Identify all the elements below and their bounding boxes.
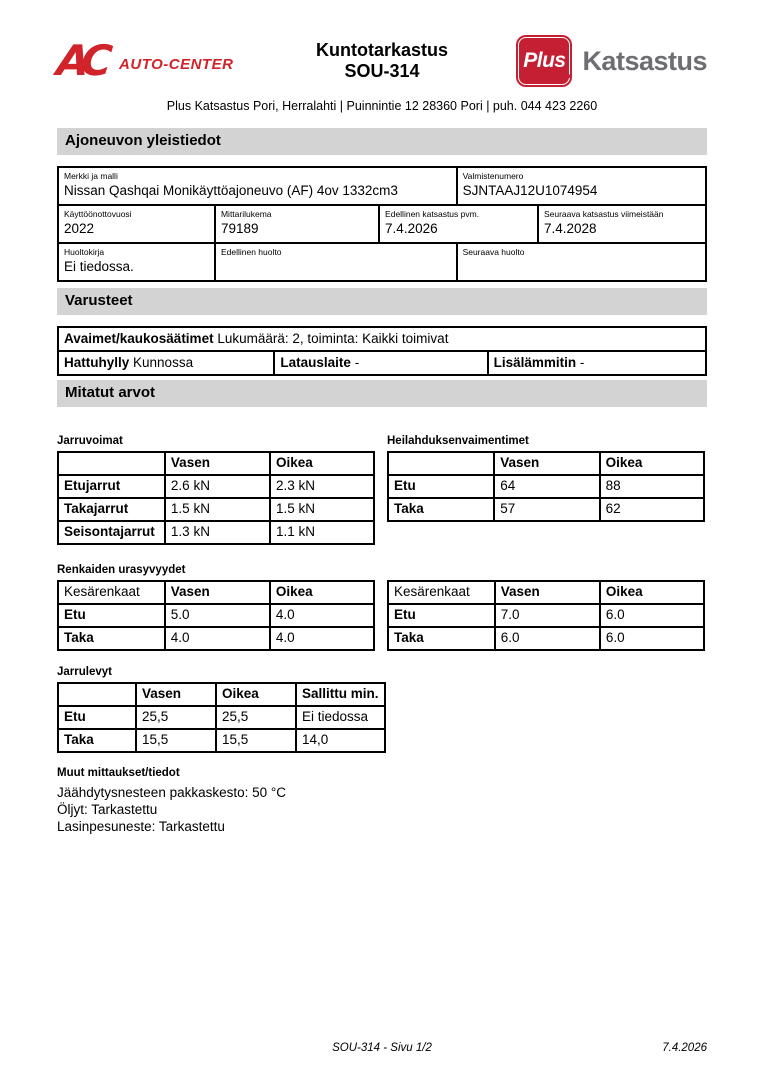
header-cell-left: Vasen	[165, 581, 270, 604]
header-cell-right: Oikea	[216, 683, 296, 706]
odometer-value: 79189	[220, 221, 259, 236]
header-cell	[58, 683, 136, 706]
row-label: Etu	[388, 475, 494, 498]
header-cell-tire-type: Kesärenkaat	[58, 581, 165, 604]
table-row	[58, 729, 385, 752]
header-cell-right: Oikea	[270, 581, 374, 604]
value-cell: 15,5	[136, 729, 216, 752]
section-header-measured-values: Mitatut arvot	[57, 380, 707, 407]
next-service-cell	[458, 244, 705, 280]
header-cell	[388, 452, 494, 475]
plus-logo-badge-icon	[516, 35, 572, 87]
keys-cell	[59, 328, 705, 350]
auto-center-logo-mark-icon: AC	[54, 36, 108, 85]
table-row	[59, 328, 705, 352]
coolant-freeze-protection-line: Jäähdytysnesteen pakkaskesto: 50 °C	[57, 785, 287, 800]
table-row	[59, 244, 705, 280]
value-cell: 15,5	[216, 729, 296, 752]
brake-forces-block	[57, 435, 375, 545]
shock-absorbers-table	[387, 451, 705, 522]
footer-page-info: SOU-314 - Sivu 1/2	[332, 1042, 432, 1054]
other-measurements-lines	[57, 784, 707, 835]
auto-center-logo-name: AUTO-CENTER	[119, 55, 234, 73]
commissioning-year-value: 2022	[64, 221, 95, 236]
value-cell: 62	[600, 498, 704, 521]
next-service-value	[463, 258, 700, 276]
table-row	[58, 627, 374, 650]
vin-value: SJNTAAJ12U1074954	[462, 183, 598, 198]
table-row	[388, 604, 704, 627]
header-cell-left: Vasen	[165, 452, 270, 475]
plus-logo-text: Plus	[523, 49, 566, 72]
page-footer	[57, 1042, 707, 1054]
tire-treads-right-block	[387, 577, 705, 651]
other-measurements-section	[57, 767, 707, 835]
header-cell-left: Vasen	[494, 452, 599, 475]
brake-discs-table	[57, 682, 386, 753]
value-cell: 6.0	[600, 604, 704, 627]
service-book-label: Huoltokirja	[64, 247, 105, 257]
value-cell: Ei tiedossa	[296, 706, 385, 729]
header-cell-allowed-min: Sallittu min.	[296, 683, 385, 706]
tire-treads-left-block	[57, 577, 375, 651]
row-label: Taka	[388, 627, 495, 650]
auto-center-logo	[54, 36, 316, 85]
vin-label: Valmistenumero	[462, 171, 524, 181]
previous-service-value	[221, 258, 451, 276]
value-cell: 1.5 kN	[270, 498, 374, 521]
value-cell: 2.6 kN	[165, 475, 270, 498]
table-row	[59, 168, 705, 206]
table-row	[58, 475, 374, 498]
auxiliary-heater-value: -	[579, 355, 585, 370]
section-header-equipment: Varusteet	[57, 288, 707, 315]
header-cell-tire-type: Kesärenkaat	[388, 581, 495, 604]
value-cell: 1.5 kN	[165, 498, 270, 521]
shock-absorbers-title: Heilahduksenvaimentimet	[387, 435, 529, 447]
value-cell: 4.0	[270, 604, 374, 627]
oils-line: Öljyt: Tarkastettu	[57, 802, 158, 817]
value-cell: 64	[494, 475, 599, 498]
value-cell: 57	[494, 498, 599, 521]
document-title	[316, 40, 448, 82]
header-cell	[58, 452, 165, 475]
row-label: Taka	[388, 498, 494, 521]
tire-treads-section	[57, 564, 707, 651]
equipment-table	[57, 326, 707, 376]
table-row	[388, 498, 704, 521]
charger-label: Latauslaite	[280, 355, 351, 370]
vehicle-info-table	[57, 166, 707, 282]
tire-treads-right-table	[387, 580, 705, 651]
table-row	[388, 475, 704, 498]
header-cell-right: Oikea	[600, 452, 704, 475]
header-cell-left: Vasen	[136, 683, 216, 706]
report-header	[54, 30, 707, 92]
value-cell: 25,5	[216, 706, 296, 729]
vin-cell	[458, 168, 705, 204]
brake-discs-section	[57, 666, 707, 753]
value-cell: 6.0	[495, 627, 600, 650]
row-label: Etu	[58, 604, 165, 627]
make-model-value: Nissan Qashqai Monikäyttöajoneuvo (AF) 4ov 1332cm3	[64, 183, 398, 198]
previous-inspection-value: 7.4.2026	[385, 221, 438, 236]
parcel-shelf-cell	[59, 352, 275, 374]
header-cell-left: Vasen	[495, 581, 600, 604]
previous-service-cell	[216, 244, 458, 280]
station-address: Plus Katsastus Pori, Herralahti | Puinnintie 12 28360 Pori | puh. 044 423 2260	[166, 99, 598, 113]
charger-value: -	[354, 355, 360, 370]
katsastus-logo-text: Katsastus	[582, 45, 707, 76]
row-label: Seisontajarrut	[58, 521, 165, 544]
value-cell: 88	[600, 475, 704, 498]
value-cell: 1.3 kN	[165, 521, 270, 544]
value-cell: 1.1 kN	[270, 521, 374, 544]
table-row	[58, 604, 374, 627]
other-measurements-title: Muut mittaukset/tiedot	[57, 767, 180, 779]
row-label: Etujarrut	[58, 475, 165, 498]
value-cell: 2.3 kN	[270, 475, 374, 498]
parcel-shelf-label: Hattuhylly	[64, 355, 130, 370]
table-row	[58, 521, 374, 544]
value-cell: 6.0	[600, 627, 704, 650]
plus-katsastus-logo	[448, 35, 707, 87]
commissioning-year-label: Käyttöönottovuosi	[64, 209, 132, 219]
next-inspection-cell	[539, 206, 705, 242]
document-title-line1: Kuntotarkastus	[315, 40, 449, 60]
previous-inspection-label: Edellinen katsastus pvm.	[385, 209, 480, 219]
tire-treads-title: Renkaiden urasyvyydet	[57, 564, 186, 576]
header-cell-right: Oikea	[600, 581, 704, 604]
odometer-cell	[216, 206, 380, 242]
make-model-cell	[59, 168, 458, 204]
auxiliary-heater-cell	[489, 352, 705, 374]
section-header-general-info: Ajoneuvon yleistiedot	[57, 128, 707, 155]
table-row	[59, 352, 705, 374]
tire-treads-left-table	[57, 580, 375, 651]
footer-date: 7.4.2026	[662, 1042, 707, 1054]
service-book-value: Ei tiedossa.	[64, 259, 134, 274]
value-cell: 4.0	[165, 627, 270, 650]
table-row	[388, 627, 704, 650]
charger-cell	[275, 352, 488, 374]
brake-forces-title: Jarruvoimat	[57, 435, 123, 447]
commissioning-year-cell	[59, 206, 216, 242]
brake-discs-title: Jarrulevyt	[57, 666, 112, 678]
row-label: Taka	[58, 627, 165, 650]
header-cell-right: Oikea	[270, 452, 374, 475]
auxiliary-heater-label: Lisälämmitin	[493, 355, 577, 370]
value-cell: 7.0	[495, 604, 600, 627]
make-model-label: Merkki ja malli	[64, 171, 118, 181]
table-row	[58, 706, 385, 729]
row-label: Taka	[58, 729, 136, 752]
keys-label: Avaimet/kaukosäätimet	[64, 331, 214, 346]
odometer-label: Mittarilukema	[220, 209, 272, 219]
brake-forces-table	[57, 451, 375, 545]
shock-absorbers-block	[387, 435, 705, 522]
row-label: Etu	[388, 604, 495, 627]
value-cell: 4.0	[270, 627, 374, 650]
next-inspection-value: 7.4.2028	[543, 221, 597, 236]
next-inspection-label: Seuraava katsastus viimeistään	[543, 209, 664, 219]
washer-fluid-line: Lasinpesuneste: Tarkastettu	[57, 819, 225, 834]
parcel-shelf-value: Kunnossa	[133, 355, 194, 370]
row-label: Takajarrut	[58, 498, 165, 521]
measurements-row-2	[57, 577, 707, 651]
value-cell: 5.0	[165, 604, 270, 627]
table-row	[59, 206, 705, 244]
service-book-cell	[59, 244, 216, 280]
previous-service-label: Edellinen huolto	[220, 247, 282, 257]
keys-value: Lukumäärä: 2, toiminta: Kaikki toimivat	[217, 331, 449, 346]
previous-inspection-cell	[380, 206, 539, 242]
next-service-label: Seuraava huolto	[462, 247, 525, 257]
value-cell: 14,0	[296, 729, 385, 752]
row-label: Etu	[58, 706, 136, 729]
table-row	[58, 498, 374, 521]
value-cell: 25,5	[136, 706, 216, 729]
measurements-row-1	[57, 435, 707, 545]
registration-number: SOU-314	[344, 61, 420, 81]
